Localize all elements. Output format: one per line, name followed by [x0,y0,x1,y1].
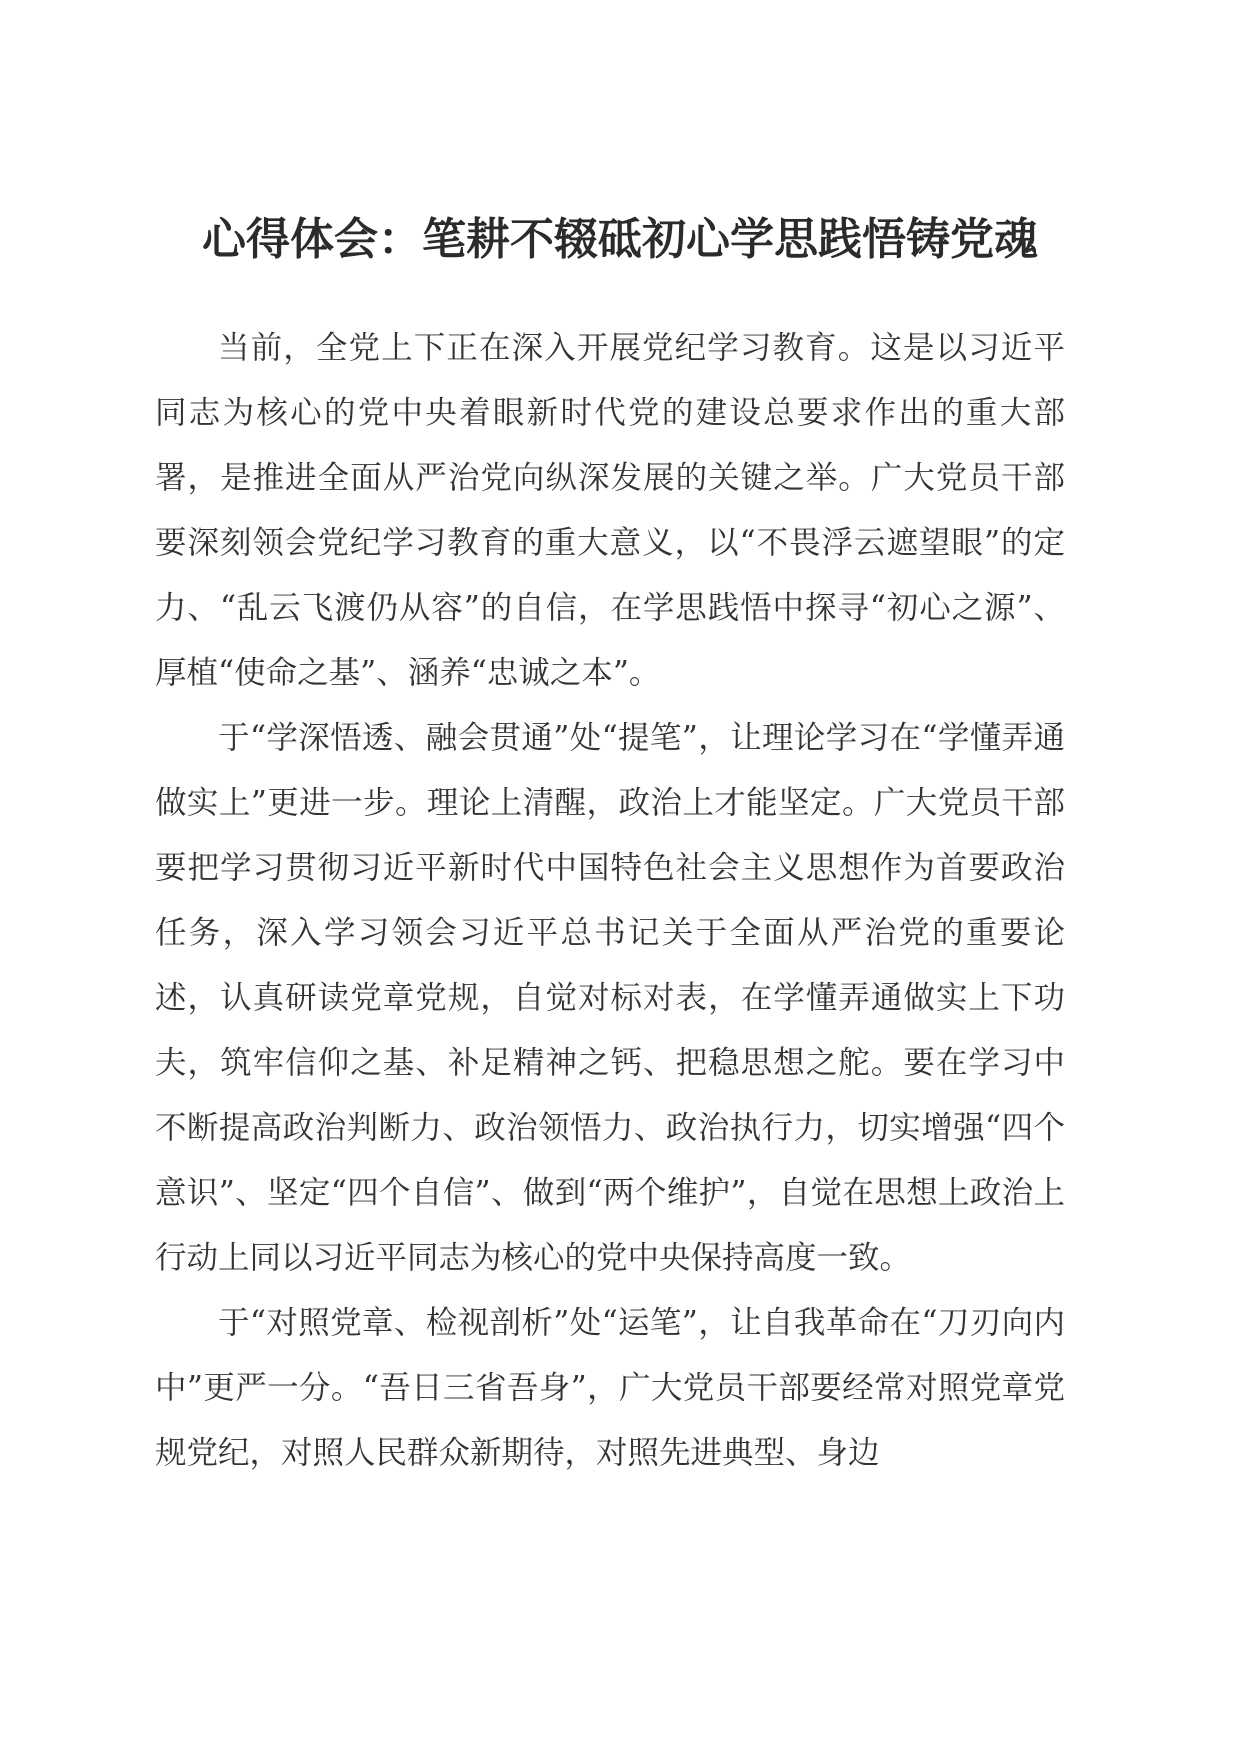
document-body [155,316,1065,1486]
document-title: 心得体会：笔耕不辍砥初心学思践悟铸党魂 [202,214,1038,265]
paragraph-2: 于“学深悟透、融会贯通”处“提笔”，让理论学习在“学懂弄通做实上”更进一步。理论上清醒，政治上才能坚定。广大党员干部要把学习贯彻习近平新时代中国特色社会主义思想作为首要政治任务，深入学习领会习近平总书记关于全面从严治党的重要论述，认真研读党章党规，自觉对标对表，在学懂弄通做实上下功夫，筑牢信仰之基、补足精神之钙、把稳思想之舵。要在学习中不断提高政治判断力、政治领悟力、政治执行力，切实增强“四个意识”、坚定“四个自信”、做到“两个维护”，自觉在思想上政治上行动上同以习近平同志为核心的党中央保持高度一致。 [155,720,1065,1276]
paragraph-3: 于“对照党章、检视剖析”处“运笔”，让自我革命在“刀刃向内中”更严一分。“吾日三省吾身”，广大党员干部要经常对照党章党规党纪，对照人民群众新期待，对照先进典型、身边 [155,1305,1065,1471]
paragraph-1: 当前，全党上下正在深入开展党纪学习教育。这是以习近平同志为核心的党中央着眼新时代党的建设总要求作出的重大部署，是推进全面从严治党向纵深发展的关键之举。广大党员干部要深刻领会党纪学习教育的重大意义，以“不畏浮云遮望眼”的定力、“乱云飞渡仍从容”的自信，在学思践悟中探寻“初心之源”、厚植“使命之基”、涵养“忠诚之本”。 [155,330,1065,691]
